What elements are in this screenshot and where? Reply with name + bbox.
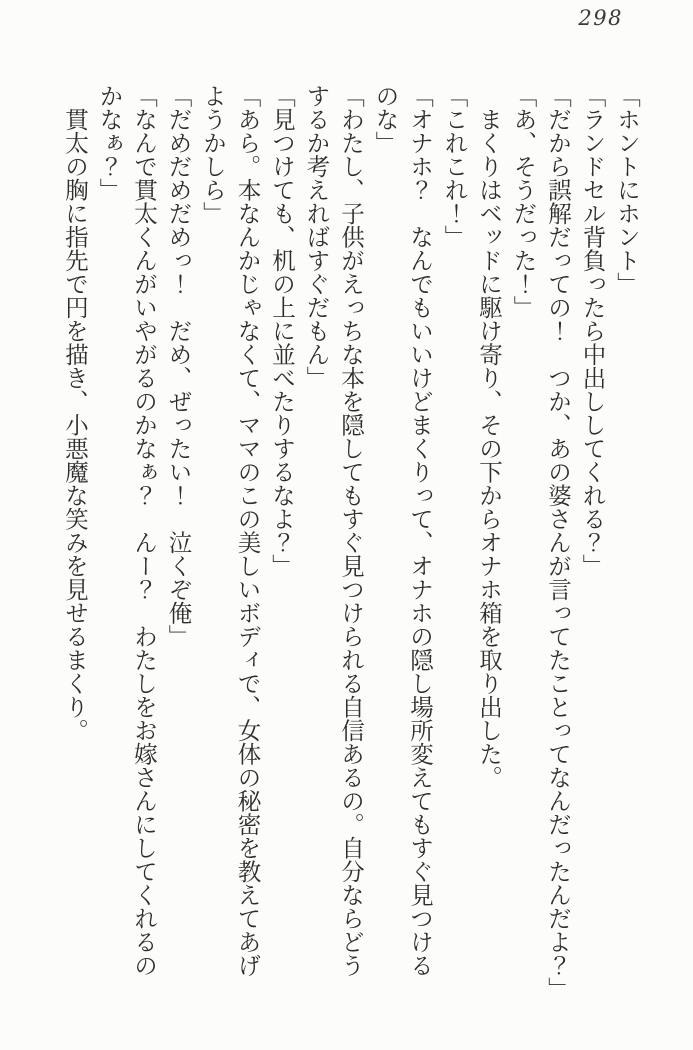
text-column: 「なんで貫太くんがいやがるのかなぁ？ んー？ わたしをお嫁さんにしてくれるの	[130, 84, 158, 977]
text-column: 「ホントにホント」	[613, 84, 641, 296]
text-column: 「わたし、子供がえっちな本を隠してもすぐ見つけられる自信あるの。自分ならどう	[337, 84, 365, 977]
text-column: 「あら。本なんかじゃなくて、ママのこの美しいボディで、女体の秘密を教えてあげ	[233, 84, 262, 977]
text-column: のな」	[371, 84, 400, 155]
text-column: 貫太の胸に指先で円を描き、小悪魔な笑みを見せるまくり。	[61, 84, 89, 742]
text-column: 「だめだめだめっ！ だめ、ぜったい！ 泣くぞ俺」	[164, 84, 193, 648]
text-column: 「見つけても、机の上に並べたりするなよ？」	[268, 84, 296, 578]
text-column: するか考えればすぐだもん」	[302, 84, 331, 390]
text-block	[58, 84, 645, 1016]
text-column: 「これこれ！」	[440, 84, 469, 249]
page-number: 298	[578, 6, 623, 30]
text-column: まくりはベッドに駆け寄り、その下からオナホ箱を取り出した。	[475, 84, 503, 789]
text-column: ようかしら」	[199, 84, 227, 225]
text-column: 「ランドセル背負ったら中出ししてくれる？」	[578, 84, 607, 578]
text-column: 「だから誤解だっての！ つか、あの婆さんが言ってたことってなんだったんだよ？」	[544, 84, 572, 1001]
text-column: かなぁ？」	[95, 84, 124, 202]
text-column: 「あ、そうだった！」	[509, 84, 538, 319]
text-column: 「オナホ？ なんでもいいけどまくりって、オナホの隠し場所変えてもすぐ見つける	[406, 84, 434, 977]
